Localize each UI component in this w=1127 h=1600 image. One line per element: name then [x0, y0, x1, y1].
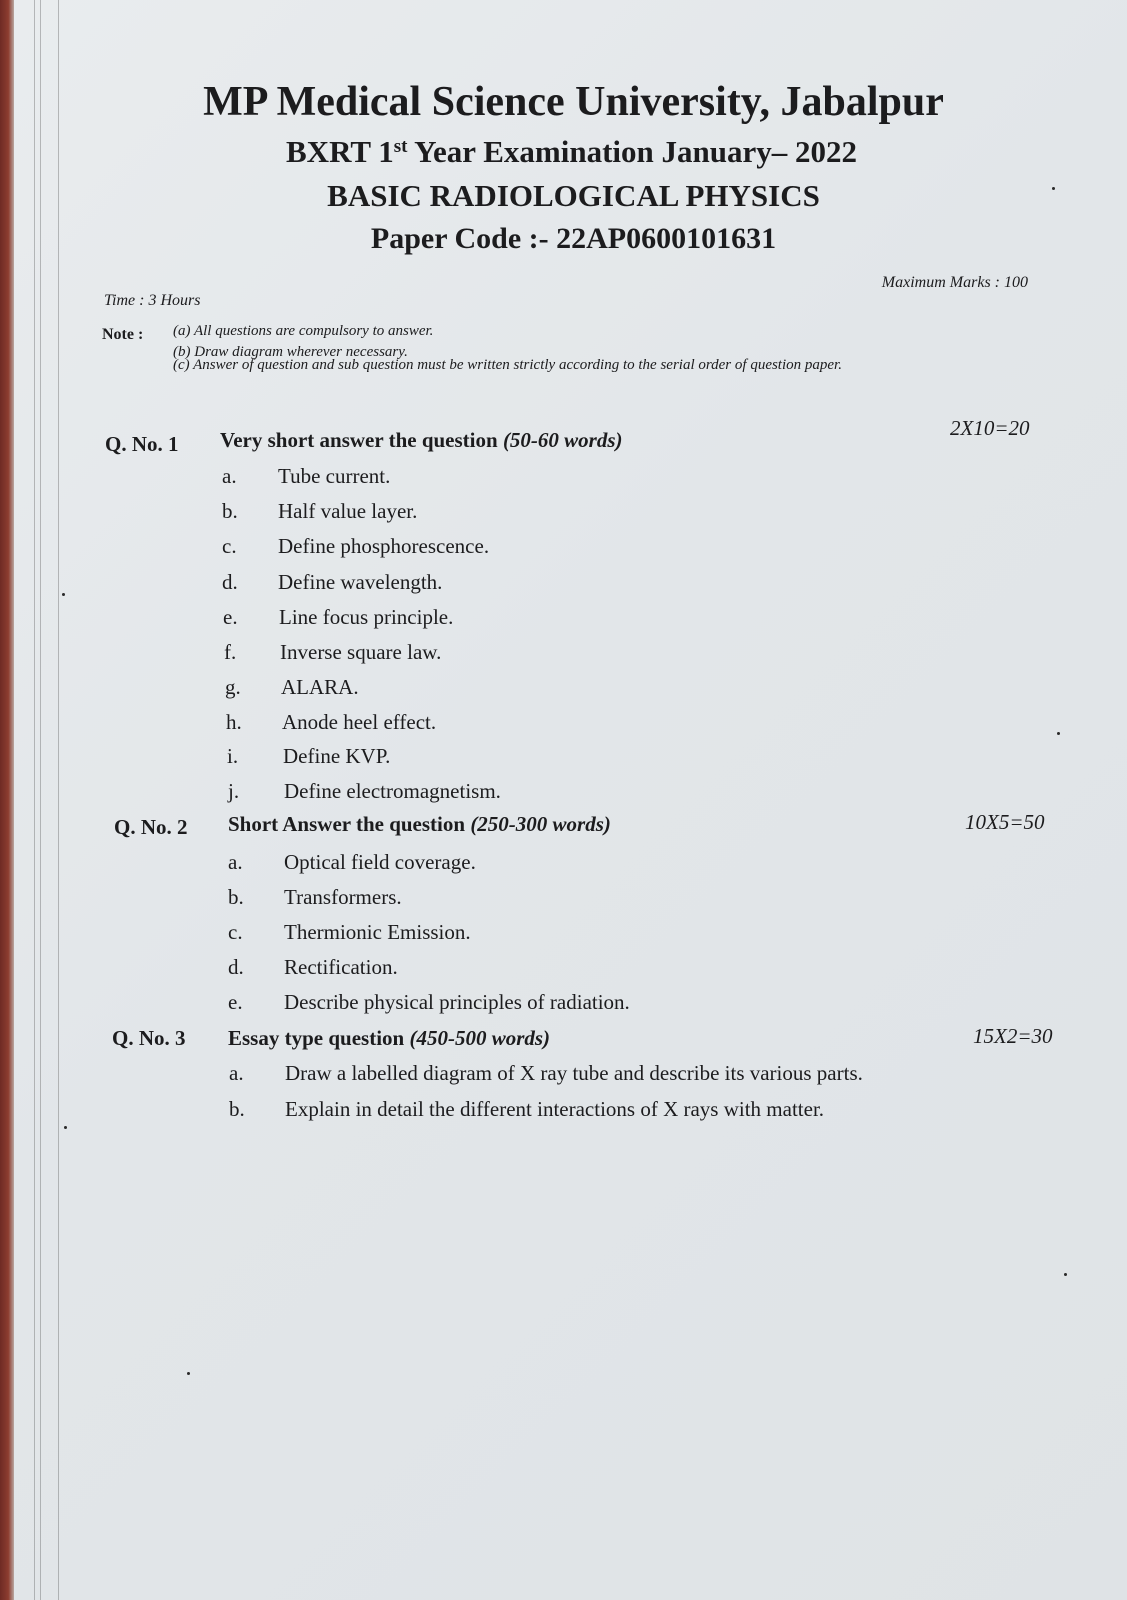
exam-duration: Time : 3 Hours	[104, 292, 201, 309]
word-limit: (50-60 words)	[502, 428, 623, 452]
question-heading	[228, 1026, 550, 1051]
item-letter: g.	[225, 675, 241, 699]
item-text: ALARA.	[281, 675, 359, 699]
exam-title-prefix: BXRT 1	[286, 134, 394, 169]
list-item	[228, 885, 402, 910]
maximum-marks: Maximum Marks : 100	[881, 274, 1028, 291]
list-item	[229, 1061, 863, 1086]
item-text: Line focus principle.	[279, 605, 454, 629]
question-marks: 10X5=50	[965, 810, 1045, 834]
question-heading	[220, 428, 623, 453]
item-letter: b.	[229, 1097, 245, 1121]
item-text: Define phosphorescence.	[278, 534, 490, 558]
list-item	[228, 779, 501, 804]
item-text: Half value layer.	[278, 499, 418, 523]
item-text: Define electromagnetism.	[284, 779, 501, 803]
note-line: (a) All questions are compulsory to answer.	[173, 323, 434, 339]
list-item	[224, 640, 441, 665]
item-text: Inverse square law.	[280, 640, 442, 664]
item-letter: e.	[228, 990, 243, 1014]
question-number: Q. No. 1	[105, 432, 179, 456]
item-letter: b.	[222, 499, 238, 523]
list-item	[228, 990, 630, 1015]
list-item	[225, 675, 359, 700]
list-item	[228, 955, 398, 980]
note-label: Note :	[102, 326, 144, 343]
paper-speck	[1057, 732, 1060, 735]
item-text: Optical field coverage.	[284, 850, 476, 874]
paper-speck	[1052, 187, 1055, 190]
paper-speck	[64, 1126, 67, 1129]
word-limit: (250-300 words)	[470, 812, 611, 836]
item-text: Tube current.	[278, 464, 391, 488]
item-letter: d.	[222, 570, 238, 594]
item-text: Define wavelength.	[278, 570, 443, 594]
item-text: Explain in detail the different interactions of X rays with matter.	[285, 1097, 825, 1121]
question-marks: 2X10=20	[950, 416, 1030, 440]
word-limit: (450-500 words)	[409, 1026, 551, 1050]
question-title: Very short answer the question	[220, 428, 498, 452]
item-text: Anode heel effect.	[282, 710, 437, 734]
question-title: Short Answer the question	[228, 812, 466, 836]
item-letter: a.	[229, 1061, 244, 1085]
note-line: (c) Answer of question and sub question must be written strictly according to the serial order of question paper.	[173, 357, 842, 373]
item-letter: e.	[223, 605, 238, 629]
item-text: Define KVP.	[283, 744, 391, 768]
subject-title: BASIC RADIOLOGICAL PHYSICS	[327, 178, 820, 213]
item-text: Transformers.	[284, 885, 402, 909]
paper-speck	[187, 1372, 190, 1375]
question-marks: 15X2=30	[973, 1024, 1053, 1048]
list-item	[228, 920, 471, 945]
paper-code: Paper Code :- 22AP0600101631	[370, 222, 777, 255]
item-letter: j.	[228, 779, 240, 803]
item-text: Describe physical principles of radiation.	[284, 990, 630, 1014]
university-title: MP Medical Science University, Jabalpur	[203, 79, 944, 125]
exam-title-superscript: st	[393, 136, 408, 157]
question-heading	[228, 812, 611, 837]
list-item	[226, 710, 436, 735]
item-letter: a.	[228, 850, 243, 874]
list-item	[228, 850, 476, 875]
question-number: Q. No. 2	[114, 815, 188, 839]
paper-speck	[1064, 1273, 1067, 1276]
list-item	[222, 464, 390, 489]
list-item	[222, 499, 417, 524]
question-title: Essay type question	[228, 1026, 405, 1050]
list-item	[222, 570, 442, 595]
question-number: Q. No. 3	[112, 1026, 186, 1050]
item-text: Thermionic Emission.	[284, 920, 471, 944]
paper-speck	[62, 593, 65, 596]
item-letter: i.	[227, 744, 239, 768]
item-letter: h.	[226, 710, 242, 734]
note-line: (b) Draw diagram wherever necessary.	[173, 344, 408, 360]
list-item	[229, 1097, 824, 1122]
exam-title	[8, 134, 1127, 170]
item-letter: f.	[224, 640, 237, 664]
list-item	[227, 744, 390, 769]
exam-title-suffix: Year Examination January– 2022	[407, 134, 857, 169]
item-letter: c.	[222, 534, 237, 558]
item-letter: a.	[222, 464, 237, 488]
item-letter: b.	[228, 885, 244, 909]
list-item	[222, 534, 489, 559]
item-text: Draw a labelled diagram of X ray tube and describe its various parts.	[285, 1061, 863, 1085]
list-item	[223, 605, 453, 630]
item-letter: c.	[228, 920, 243, 944]
item-letter: d.	[228, 955, 244, 979]
item-text: Rectification.	[284, 955, 398, 979]
